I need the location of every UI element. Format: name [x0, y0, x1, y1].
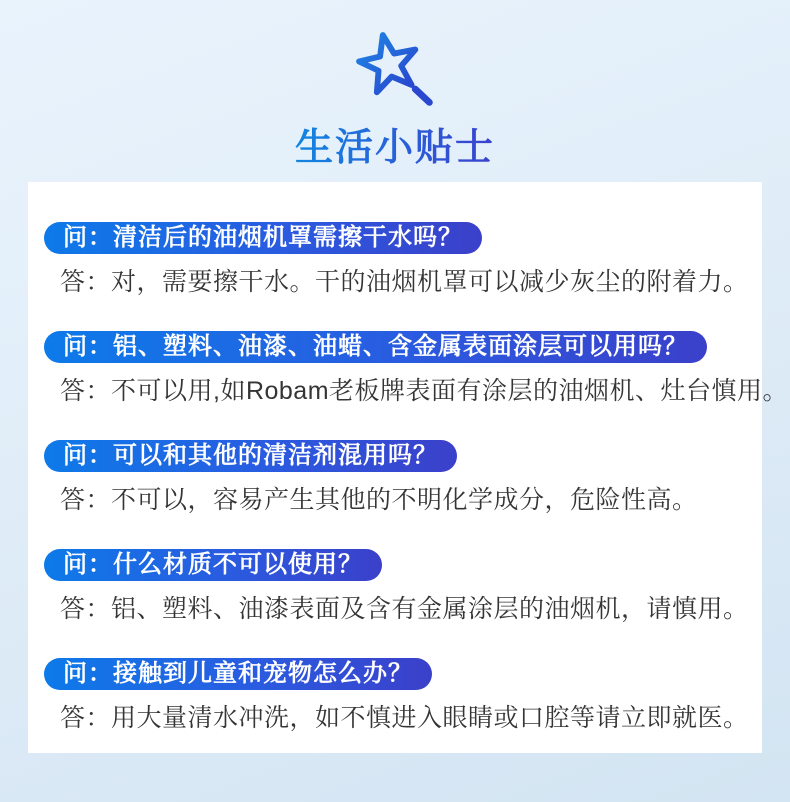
question-pill: 问：什么材质不可以使用？ [44, 549, 382, 581]
answer-text: 答：用大量清水冲洗，如不慎进入眼睛或口腔等请立即就医。 [60, 704, 749, 732]
qa-block [44, 658, 749, 733]
tips-header [0, 0, 790, 171]
answer-text: 答：对，需要擦干水。干的油烟机罩可以减少灰尘的附着力。 [60, 268, 749, 296]
question-pill: 问：清洁后的油烟机罩需擦干水吗？ [44, 222, 482, 254]
faq-card [28, 182, 789, 753]
magic-star-icon [345, 26, 445, 110]
qa-block [44, 549, 749, 624]
question-pill: 问：可以和其他的清洁剂混用吗？ [44, 440, 457, 472]
qa-block [44, 222, 749, 297]
qa-block [44, 331, 789, 406]
page-title: 生活小贴士 [295, 116, 495, 171]
star-icon-wrap [0, 26, 790, 110]
answer-text: 答：不可以，容易产生其他的不明化学成分，危险性高。 [60, 486, 698, 514]
question-pill: 问：铝、塑料、油漆、油蜡、含金属表面涂层可以用吗？ [44, 331, 707, 363]
answer-text: 答：铝、塑料、油漆表面及含有金属涂层的油烟机，请慎用。 [60, 595, 749, 623]
qa-block [44, 440, 746, 515]
question-pill: 问：接触到儿童和宠物怎么办？ [44, 658, 432, 690]
answer-text: 答：不可以用,如Robam老板牌表面有涂层的油烟机、灶台慎用。 [60, 377, 789, 405]
